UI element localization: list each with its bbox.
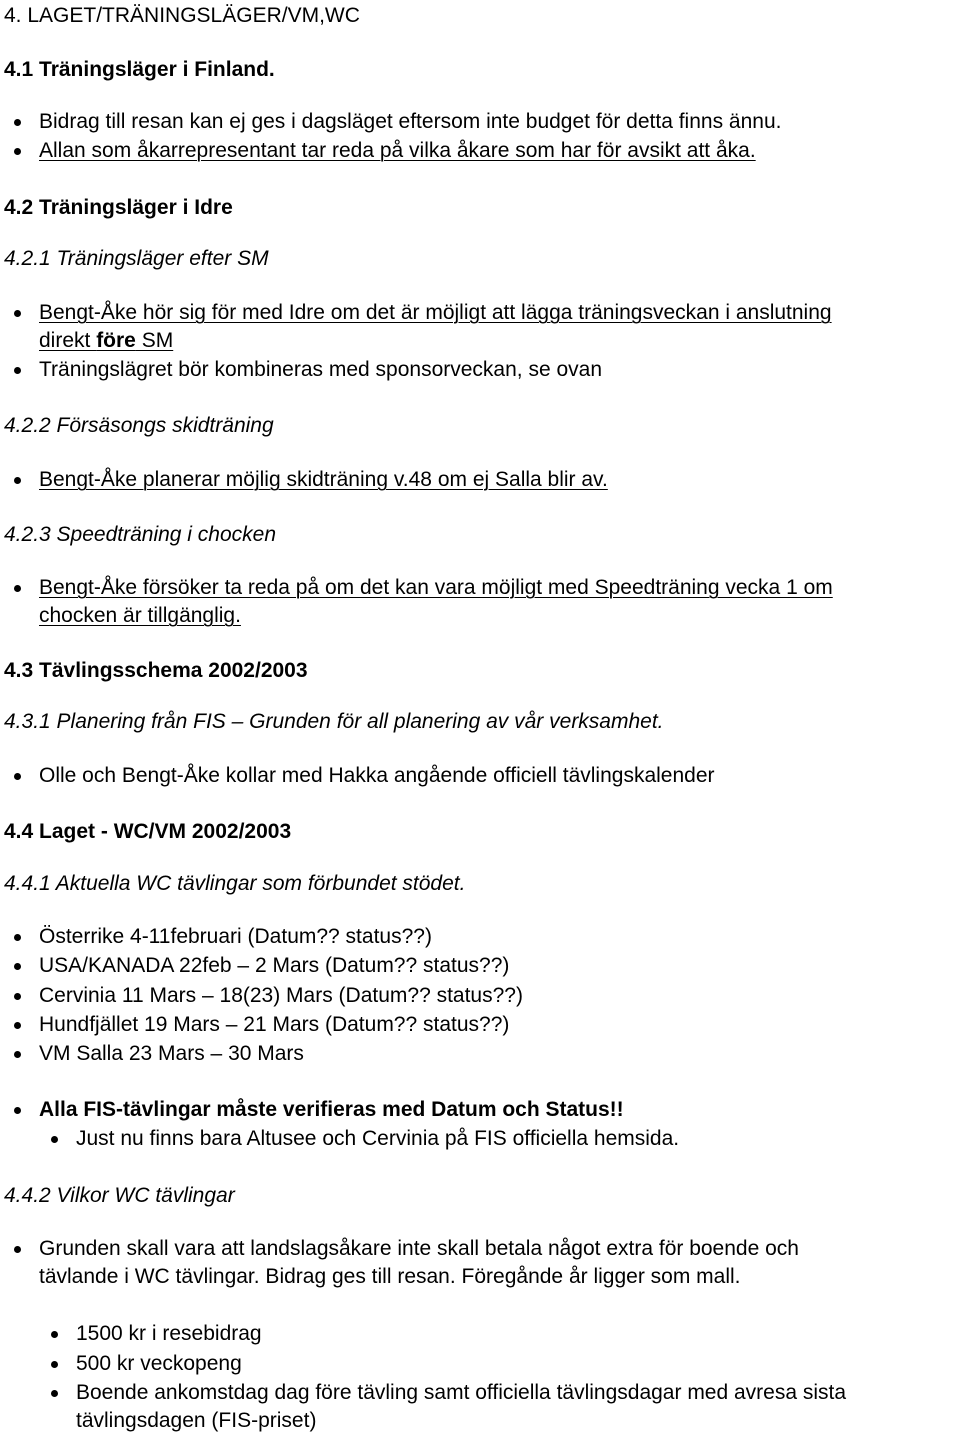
term-item-continuation: tävlingsdagen (FIS-priset) [76, 1409, 317, 1432]
heading-4-4-2: 4.4.2 Vilkor WC tävlingar [4, 1184, 235, 1207]
bullet-icon [14, 148, 21, 155]
bullet-icon [14, 367, 21, 374]
list-item: Bengt-Åke försöker ta reda på om det kan vara möjligt med Speedträning vecka 1 om [39, 576, 833, 599]
term-item: 1500 kr i resebidrag [76, 1322, 262, 1345]
list-item: Grunden skall vara att landslagsåkare inte skall betala något extra för boende och [39, 1237, 799, 1260]
heading-4-2-1: 4.2.1 Träningsläger efter SM [4, 247, 269, 270]
heading-4-2: 4.2 Träningsläger i Idre [4, 196, 233, 219]
bullet-icon [14, 993, 21, 1000]
text: direkt [39, 329, 97, 352]
heading-4-1: 4.1 Träningsläger i Finland. [4, 58, 275, 81]
bullet-icon [14, 1107, 21, 1114]
list-item-continuation: tävlande i WC tävlingar. Bidrag ges till resan. Föregånde år ligger som mall. [39, 1265, 741, 1288]
verify-notice: Alla FIS-tävlingar måste verifieras med Datum och Status!! [39, 1098, 624, 1121]
section-heading-4: 4. LAGET/TRÄNINGSLÄGER/VM,WC [4, 4, 360, 27]
list-item: Träningslägret bör kombineras med sponsorveckan, se ovan [39, 358, 603, 381]
bullet-icon [14, 1051, 21, 1058]
heading-4-4: 4.4 Laget - WC/VM 2002/2003 [4, 820, 292, 843]
list-item: Allan som åkarrepresentant tar reda på vilka åkare som har för avsikt att åka. [39, 139, 756, 162]
bullet-icon [14, 119, 21, 126]
race-item: VM Salla 23 Mars – 30 Mars [39, 1042, 304, 1065]
heading-4-2-3: 4.2.3 Speedträning i chocken [4, 523, 277, 546]
bullet-icon [14, 934, 21, 941]
race-item: Österrike 4-11februari (Datum?? status??) [39, 925, 432, 948]
list-item: Just nu finns bara Altusee och Cervinia på FIS officiella hemsida. [76, 1127, 680, 1150]
heading-4-3: 4.3 Tävlingsschema 2002/2003 [4, 659, 308, 682]
bullet-icon [51, 1331, 58, 1338]
race-item: Cervinia 11 Mars – 18(23) Mars (Datum?? status??) [39, 984, 523, 1007]
list-item: Olle och Bengt-Åke kollar med Hakka angående officiell tävlingskalender [39, 764, 715, 787]
bullet-icon [51, 1390, 58, 1397]
bullet-icon [14, 1246, 21, 1253]
heading-4-3-1: 4.3.1 Planering från FIS – Grunden för all planering av vår verksamhet. [4, 710, 664, 733]
list-item-continuation: chocken är tillgänglig. [39, 604, 241, 627]
list-item-continuation [39, 326, 173, 355]
emphasis-text: före [96, 329, 136, 352]
race-item: Hundfjället 19 Mars – 21 Mars (Datum?? status??) [39, 1013, 510, 1036]
list-item: Bidrag till resan kan ej ges i dagsläget eftersom inte budget för detta finns ännu. [39, 110, 782, 133]
bullet-icon [51, 1361, 58, 1368]
heading-4-2-2: 4.2.2 Försäsongs skidträning [4, 414, 274, 437]
bullet-icon [14, 1022, 21, 1029]
term-item: Boende ankomstdag dag före tävling samt officiella tävlingsdagar med avresa sista [76, 1381, 847, 1404]
bullet-icon [14, 963, 21, 970]
bullet-icon [14, 310, 21, 317]
heading-4-4-1: 4.4.1 Aktuella WC tävlingar som förbundet stödet. [4, 872, 466, 895]
bullet-icon [51, 1136, 58, 1143]
bullet-icon [14, 773, 21, 780]
race-item: USA/KANADA 22feb – 2 Mars (Datum?? status??) [39, 954, 510, 977]
bullet-icon [14, 585, 21, 592]
term-item: 500 kr veckopeng [76, 1352, 242, 1375]
text: SM [135, 329, 174, 352]
list-item: Bengt-Åke planerar möjlig skidträning v.48 om ej Salla blir av. [39, 468, 608, 491]
bullet-icon [14, 477, 21, 484]
list-item: Bengt-Åke hör sig för med Idre om det är möjligt att lägga träningsveckan i anslutning [39, 301, 832, 324]
